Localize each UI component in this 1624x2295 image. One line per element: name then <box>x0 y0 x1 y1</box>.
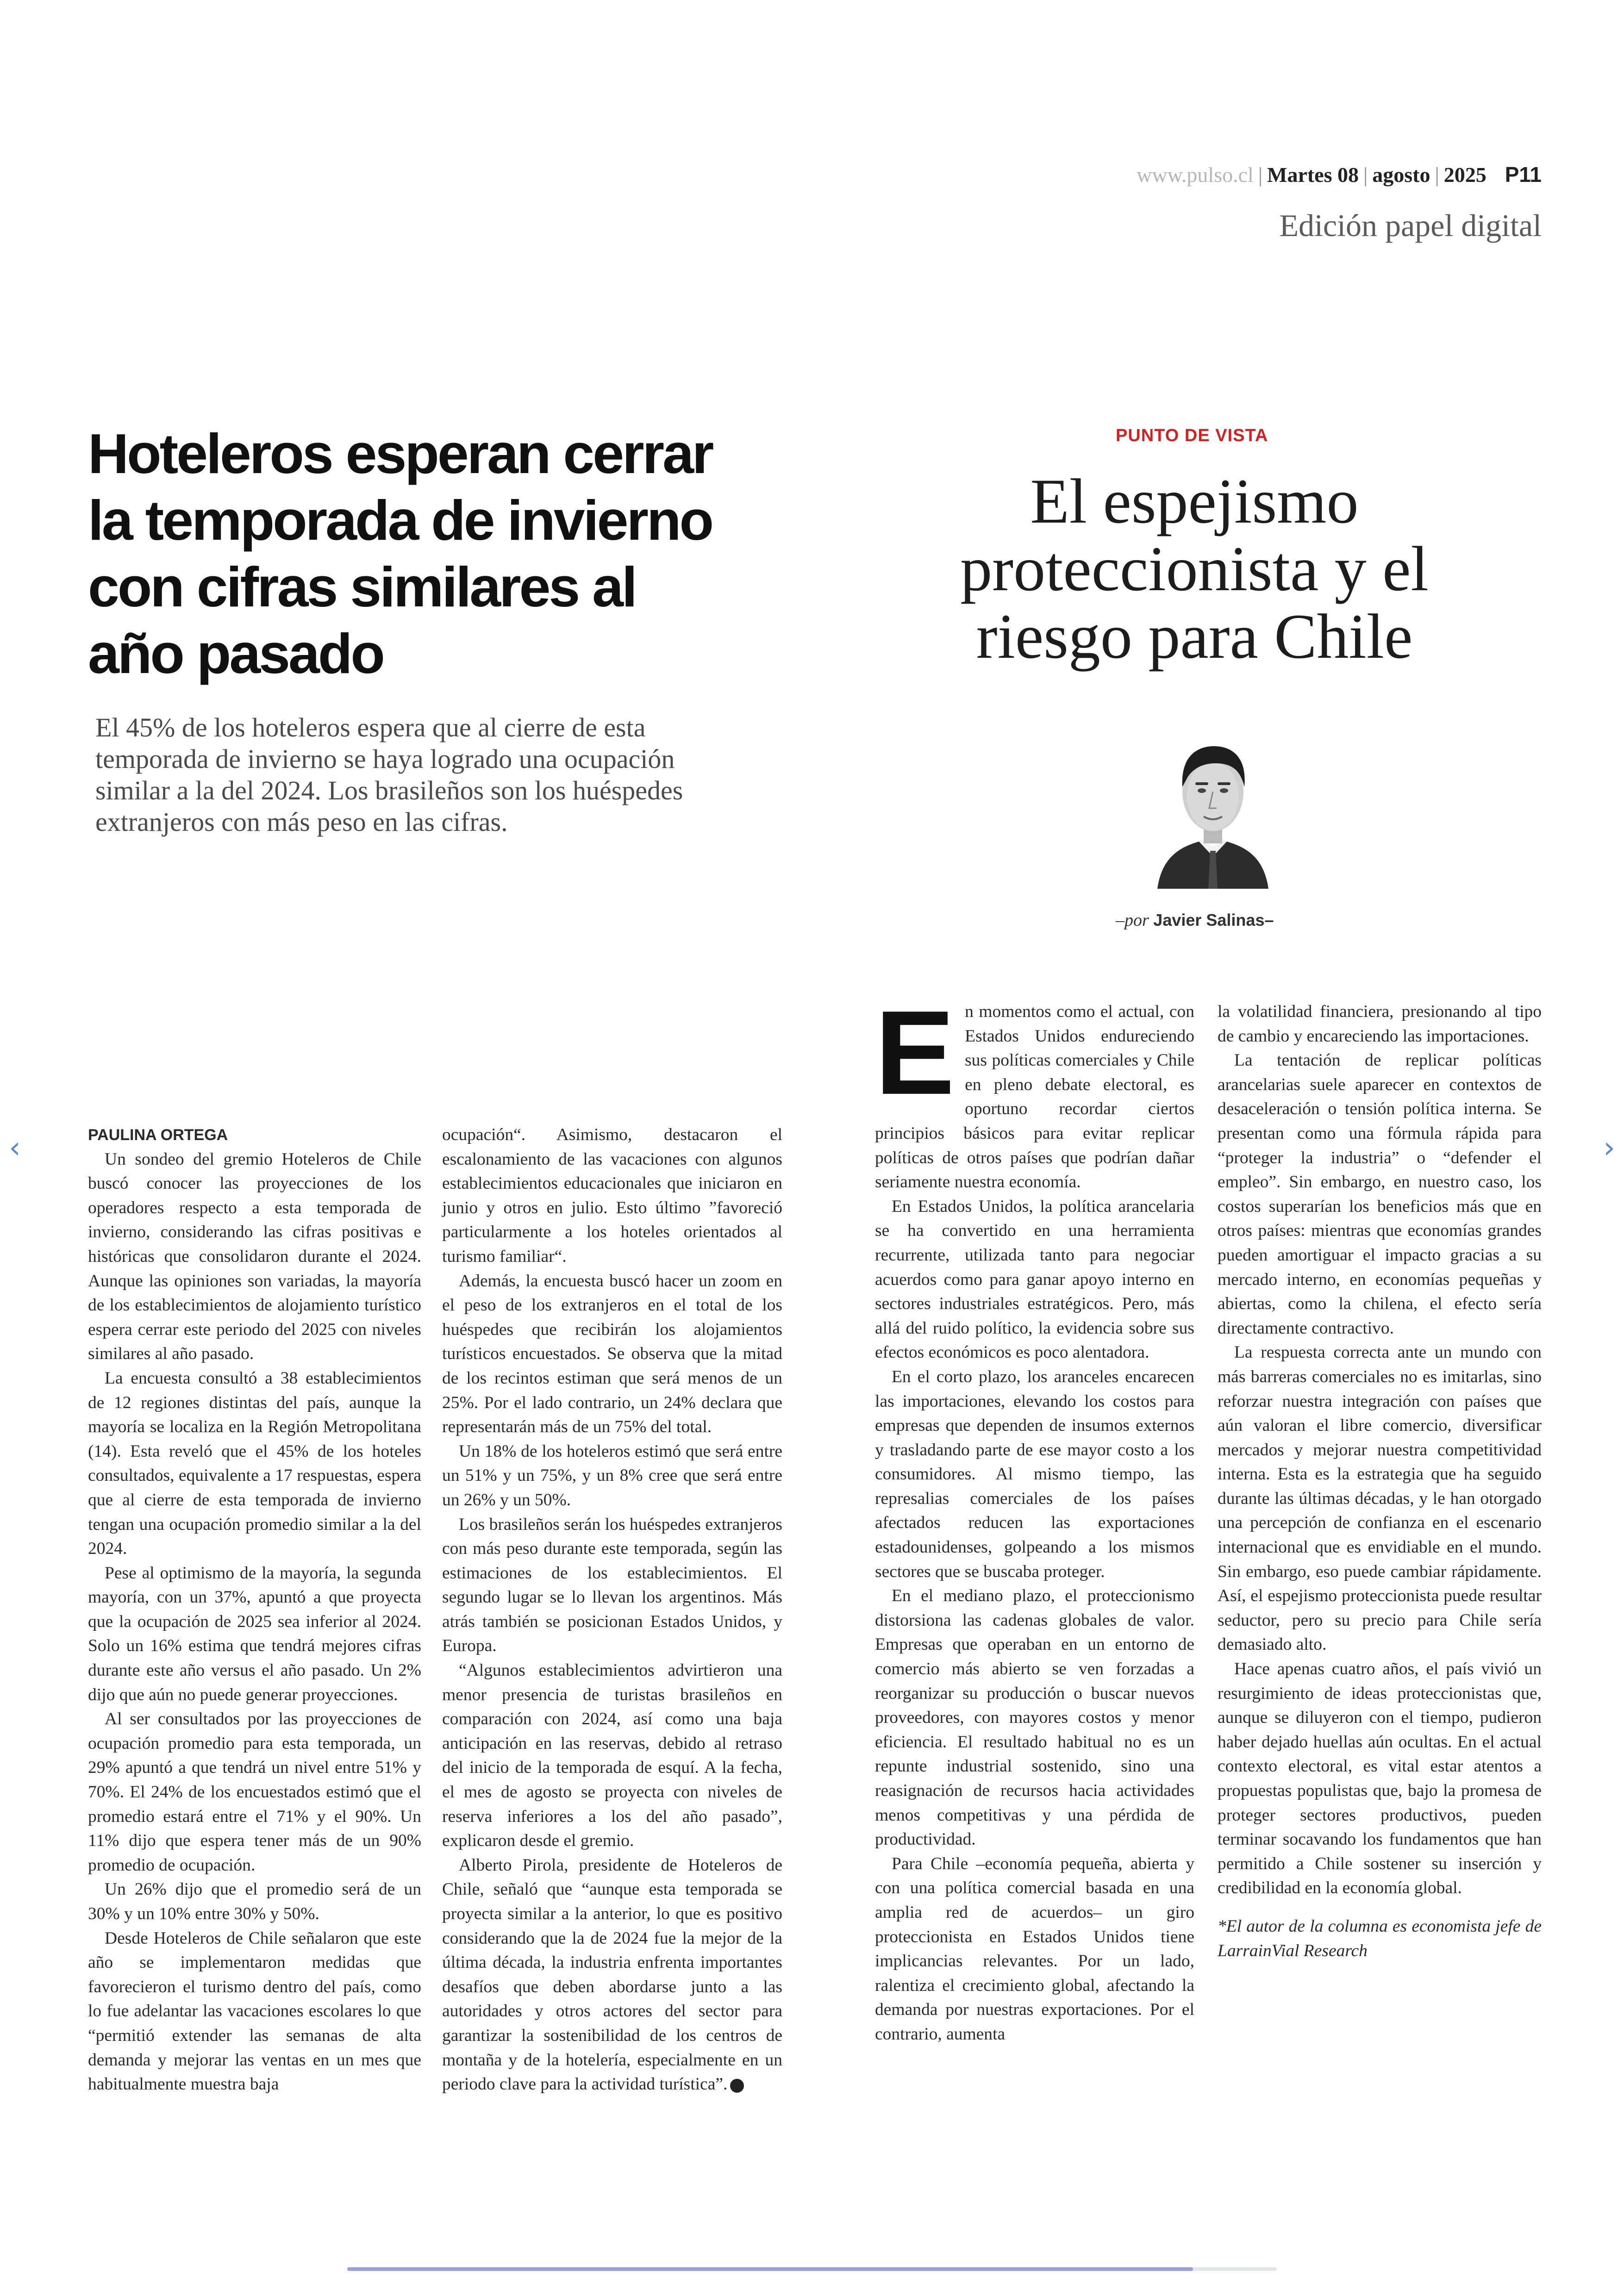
byline-prefix: –por <box>1116 911 1149 930</box>
paragraph: Para Chile –economía pequeña, abierta y con una política comercial basada en una amplia red de acuerdos– un giro proteccionista en Estados Unidos tiene implicancias relevantes. Por un lado, ralentiza el crecimiento global, afectando la demanda por nuestras exportaciones. Por el contrario, aumenta <box>875 1854 1194 2044</box>
paragraph-text: n momentos como el actual, con Estados Unidos endureciendo sus políticas comerciales y Chile en pleno debate electoral, es oportuno recordar ciertos principios básicos para evitar replicar políticas de otros países que podrían dañar seriamente nuestra economía. <box>875 1002 1194 1192</box>
site-url[interactable]: www.pulso.cl <box>1137 163 1254 187</box>
section-kicker: PUNTO DE VISTA <box>1116 426 1268 445</box>
end-mark-icon: P <box>730 2079 744 2093</box>
article-headline: Hoteleros esperan cerrar la temporada de invierno con cifras similares al año pasado <box>88 422 712 685</box>
paragraph: La tentación de replicar políticas arancelarias suele aparecer en contextos de desaceleración o tensión política interna. Se presentan como una fórmula rápida para “proteger la industria” o “defender el empleo”. Sin embargo, en nuestro caso, los costos superarían los beneficios más que en otros países: mientras que economías grandes pueden amortiguar el impacto gracias a su mercado interno, en economías pequeñas y abiertas, como la chilena, el efecto sería directamente contractivo. <box>1218 1051 1542 1338</box>
page-header: www.pulso.cl | Martes 08 | agosto | 2025 P11 <box>1137 162 1542 187</box>
paragraph: La encuesta consultó a 38 establecimientos de 12 regiones distintas del país, aunque la mayoría se localiza en la Región Metropolitana (14). Esta reveló que el 45% de los hoteles consultados, equivalente a 17 respuestas, espera que al cierre de esta temporada de invierno tengan una ocupación promedio similar a la del 2024. <box>88 1368 421 1559</box>
date-month: agosto <box>1372 163 1430 187</box>
byline-name: Javier Salinas– <box>1153 911 1274 929</box>
article-column-2 <box>442 1123 782 2097</box>
paragraph: Desde Hoteleros de Chile señalaron que este año se implementaron medidas que favorecieron el turismo dentro del país, como lo fue adelantar las vacaciones escolares lo que “permitió extender las semanas de alta demanda y mejorar las ventas en un mes que habitualmente muestra baja <box>88 1928 421 2094</box>
page-number: P11 <box>1505 162 1542 187</box>
author-portrait <box>1153 717 1273 889</box>
paragraph: Hace apenas cuatro años, el país vivió un resurgimiento de ideas proteccionistas que, aunque se diluyeron con el tiempo, pudieron haber dejado huellas aún ocultas. En el actual contexto electoral, es vital estar atentos a propuestas populistas que, bajo la promesa de proteger sectores productivos, pueden terminar socavando los fundamentos que han permitido a Chile sostener su inserción y credibilidad en la economía global. <box>1218 1659 1542 1898</box>
paragraph: ocupación“. Asimismo, destacaron el escalonamiento de las vacaciones con algunos establecimientos educacionales que iniciaron en junio y otros en julio. Esto último ”favoreció particularmente a los hoteles orientados al turismo familiar“. <box>442 1125 782 1266</box>
paragraph: Pese al optimismo de la mayoría, la segunda mayoría, con un 37%, apuntó a que proyecta que la ocupación de 2025 sea inferior al 2024. Solo un 16% estima que tendrá mejores cifras durante este año versus el año pasado. Un 2% dijo que aún no puede generar proyecciones. <box>88 1563 421 1704</box>
scroll-progress-thumb[interactable] <box>347 2267 1193 2271</box>
paragraph: Un 18% de los hoteleros estimó que será entre un 51% y un 75%, y un 8% cree que será entre un 26% y un 50%. <box>442 1441 782 1509</box>
opinion-title: El espejismo proteccionista y el riesgo para Chile <box>960 466 1429 672</box>
next-page-chevron-icon[interactable]: › <box>1603 1131 1615 1165</box>
paragraph-text: Alberto Pirola, presidente de Hoteleros de Chile, señaló que “aunque esta temporada se proyecta similar a la anterior, lo que es positivo considerando que la de 2024 fue la mejor de la última década, la industria enfrenta importantes desafíos que deben abordarse junto a las autoridades y otros actores del sector para garantizar la sostenibilidad de los centros de montaña y de la hotelería, especialmente en un periodo clave para la actividad turística”. <box>442 1855 782 2094</box>
paragraph: la volatilidad financiera, presionando al tipo de cambio y encareciendo las importaciones. <box>1218 1002 1542 1046</box>
paragraph: La respuesta correcta ante un mundo con más barreras comerciales no es imitarlas, sino reforzar nuestra integración con países que aún valoran el libre comercio, diversificar mercados y mejorar nuestra competitividad interna. Esta es la estrategia que ha seguido durante las últimas décadas, y le han otorgado una percepción de confianza en el escenario internacional que es envidiable en el mundo. Sin embargo, eso puede cambiar rápidamente. Así, el espejismo proteccionista puede resultar seductor, pero su precio para Chile sería demasiado alto. <box>1218 1343 1542 1654</box>
paragraph: Además, la encuesta buscó hacer un zoom en el peso de los extranjeros en el total de los huéspedes que recibirán los alojamientos turísticos encuestados. Se observa que la mitad de los recintos estiman que será menos de un 25%. Por el lado contrario, un 24% declara que representarán más de un 75% del total. <box>442 1271 782 1437</box>
paragraph: Un sondeo del gremio Hoteleros de Chile buscó conocer las proyecciones de los operadores respecto a esta temporada de invierno, considerando las cifras positivas e históricas que consolidaron durante el 2024. Aunque las opiniones son variadas, la mayoría de los establecimientos de alojamiento turístico espera cerrar este periodo del 2025 con niveles similares al año pasado. <box>88 1149 421 1364</box>
paragraph: Los brasileños serán los huéspedes extranjeros con más peso durante este temporada, según las estimaciones de los establecimientos. El segundo lugar se lo llevan los argentinos. Más atrás también se posicionan Estados Unidos, y Europa. <box>442 1515 782 1656</box>
paragraph: Al ser consultados por las proyecciones de ocupación promedio para esta temporada, un 29% apuntó a que tendrá un nivel entre 51% y 70%. El 24% de los encuestados estimó que el promedio estará entre el 71% y el 90%. Un 11% dijo que espera tener más de un 90% promedio de ocupación. <box>88 1709 421 1875</box>
opinion-column-1 <box>875 985 1194 2047</box>
author-note: *El autor de la columna es economista jefe de LarrainVial Research <box>1218 1916 1542 1960</box>
article-deck: El 45% de los hoteleros espera que al cierre de esta temporada de invierno se haya logrado una ocupación similar a la del 2024. Los brasileños son los huéspedes extranjeros con más peso en las cifras. <box>95 712 683 837</box>
paragraph: En Estados Unidos, la política arancelaria se ha convertido en una herramienta recurrente, utilizada tanto para negociar acuerdos como para ganar apoyo interno en sectores industriales estratégicos. Pero, más allá del ruido político, la evidencia sobre sus efectos económicos es poco alentadora. <box>875 1197 1194 1362</box>
paragraph: En el mediano plazo, el proteccionismo distorsiona las cadenas globales de valor. Empresas que operaban en un entorno de comercio más abierto se ven forzadas a reorganizar su producción o buscar nuevos proveedores, con mayores costos y menor eficiencia. El resultado habitual no es un repunte industrial sostenido, sino una reasignación de recursos hacia actividades menos competitivas y una pérdida de productividad. <box>875 1586 1194 1849</box>
opening-paragraph <box>875 985 1194 1195</box>
paragraph: Un 26% dijo que el promedio será de un 30% y un 10% entre 30% y 50%. <box>88 1880 421 1923</box>
date-year: 2025 <box>1443 163 1487 187</box>
paragraph: En el corto plazo, los aranceles encarecen las importaciones, elevando los costos para empresas que dependen de insumos externos y trasladando parte de ese mayor costo a los consumidores. Al mismo tiempo, las represalias comerciales de los países afectados reducen las exportaciones estadounidenses, golpeando a los mismos sectores que se buscaba proteger. <box>875 1367 1194 1581</box>
edition-label: Edición papel digital <box>1279 208 1542 243</box>
paragraph: “Algunos establecimientos advirtieron una menor presencia de turistas brasileños en comparación con 2024, así como una baja anticipación en las reservas, debido al retraso del inicio de la temporada de esquí. A la fecha, el mes de agosto se proyecta con niveles de reserva inferiores a los del año pasado”, explicaron desde el gremio. <box>442 1661 782 1851</box>
date-day: Martes 08 <box>1267 163 1359 187</box>
paragraph-last <box>442 1853 782 2097</box>
article-author: PAULINA ORTEGA <box>88 1126 228 1144</box>
drop-cap: E <box>875 985 955 1119</box>
opinion-column-2 <box>1218 1000 1542 1963</box>
article-column-1 <box>88 1123 421 2097</box>
byline <box>1116 910 1274 930</box>
previous-page-chevron-icon[interactable]: ‹ <box>9 1131 21 1165</box>
